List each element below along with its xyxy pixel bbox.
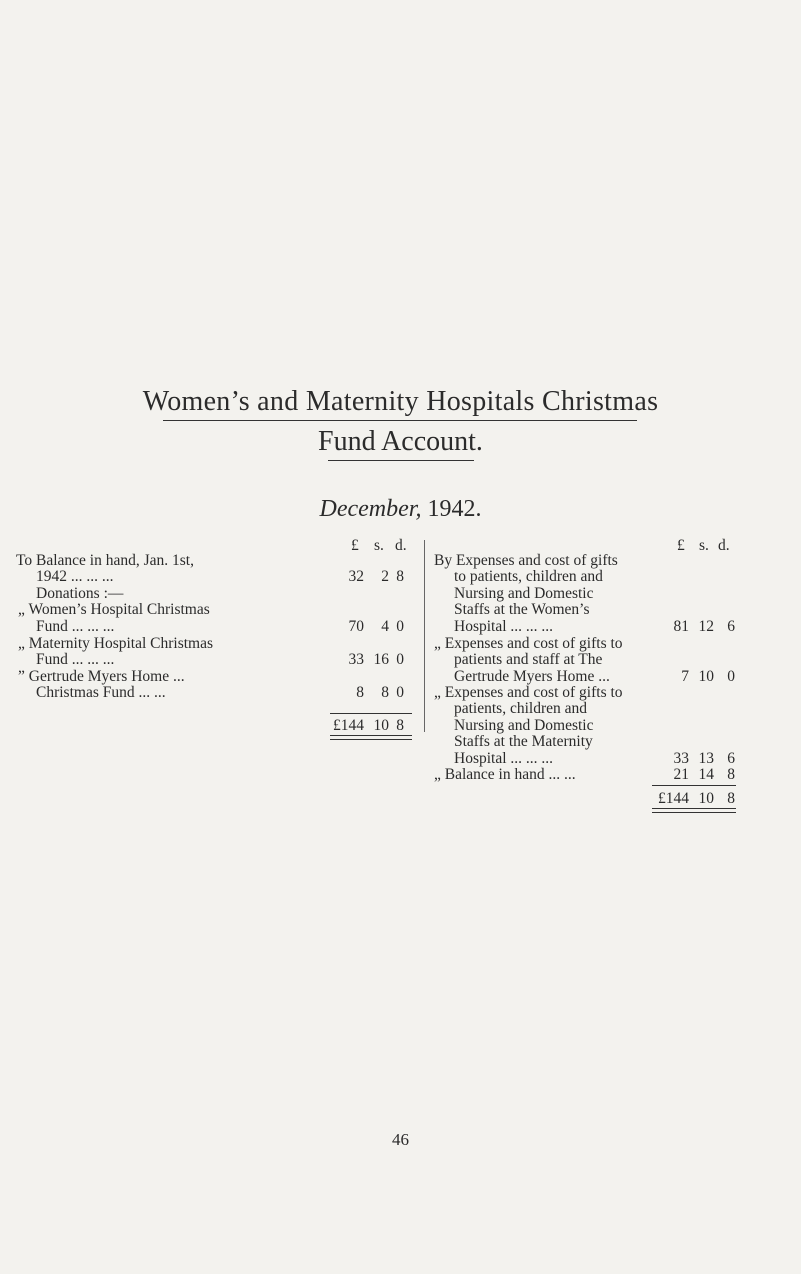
receipts-total-pence: 8 <box>396 717 404 734</box>
payments-header-shillings: s. <box>699 537 709 554</box>
column-divider <box>424 540 425 732</box>
payment-amount-shillings: 13 <box>698 750 714 767</box>
payment-line: Nursing and Domestic <box>454 717 594 734</box>
receipt-amount-pounds: 32 <box>348 568 364 585</box>
receipt-amount-shillings: 8 <box>381 684 389 701</box>
payment-line: to patients, children and <box>454 568 603 585</box>
receipt-line: 1942 ... ... ... <box>36 568 114 585</box>
receipt-amount-pence: 8 <box>396 568 404 585</box>
payment-line: By Expenses and cost of gifts <box>434 552 618 569</box>
receipts-total-rule <box>330 713 412 714</box>
payments-total-pounds: £144 <box>658 790 689 807</box>
payment-amount-shillings: 12 <box>698 618 714 635</box>
receipt-line: „ Women’s Hospital Christmas <box>18 601 210 618</box>
payment-line: Staffs at the Women’s <box>454 601 590 618</box>
payment-amount-pounds: 21 <box>673 766 689 783</box>
payment-amount-shillings: 10 <box>698 668 714 685</box>
date-year: 1942. <box>427 496 482 522</box>
title-line-2: Fund Account. <box>318 426 483 457</box>
receipts-header-pounds: £ <box>351 537 359 554</box>
payments-total-pence: 8 <box>727 790 735 807</box>
receipt-amount-shillings: 16 <box>373 651 389 668</box>
payment-amount-pounds: 7 <box>681 668 689 685</box>
payments-total-double-rule <box>652 808 736 813</box>
payment-line: Gertrude Myers Home ... <box>454 668 610 685</box>
title-line-1: Women’s and Maternity Hospitals Christmas <box>142 386 659 417</box>
payment-line: Nursing and Domestic <box>454 585 594 602</box>
receipts-header-pence: d. <box>395 537 407 554</box>
receipt-line: Donations :— <box>36 585 124 602</box>
receipt-line: Christmas Fund ... ... <box>36 684 166 701</box>
receipt-line: ” Gertrude Myers Home ... <box>18 668 185 685</box>
payment-line: patients, children and <box>454 700 587 717</box>
receipt-line: Fund ... ... ... <box>36 651 115 668</box>
receipts-total-shillings: 10 <box>373 717 389 734</box>
receipt-line: Fund ... ... ... <box>36 618 115 635</box>
payments-header-pounds: £ <box>677 537 685 554</box>
receipt-amount-pounds: 70 <box>348 618 364 635</box>
title-rule <box>163 420 637 421</box>
date-line <box>0 496 801 523</box>
receipt-line: To Balance in hand, Jan. 1st, <box>16 552 194 569</box>
payments-total-shillings: 10 <box>698 790 714 807</box>
payment-amount-pence: 6 <box>727 750 735 767</box>
payment-line: „ Expenses and cost of gifts to <box>434 684 623 701</box>
receipt-amount-pence: 0 <box>396 684 404 701</box>
payments-header-pence: d. <box>718 537 730 554</box>
payment-line: Hospital ... ... ... <box>454 618 554 635</box>
payment-amount-pence: 0 <box>727 668 735 685</box>
receipts-header-shillings: s. <box>374 537 384 554</box>
payment-amount-pence: 8 <box>727 766 735 783</box>
receipt-line: „ Maternity Hospital Christmas <box>18 635 214 652</box>
receipt-amount-pounds: 8 <box>356 684 364 701</box>
payment-line: „ Balance in hand ... ... <box>434 766 576 783</box>
payment-amount-pounds: 33 <box>673 750 689 767</box>
payment-line: Hospital ... ... ... <box>454 750 554 767</box>
payments-total-rule <box>652 785 736 786</box>
payment-amount-shillings: 14 <box>698 766 714 783</box>
receipts-total-pounds: £144 <box>333 717 364 734</box>
receipt-amount-shillings: 4 <box>381 618 389 635</box>
payment-line: „ Expenses and cost of gifts to <box>434 635 623 652</box>
payment-amount-pence: 6 <box>727 618 735 635</box>
payment-line: patients and staff at The <box>454 651 603 668</box>
receipt-amount-pence: 0 <box>396 618 404 635</box>
receipt-amount-pounds: 33 <box>348 651 364 668</box>
receipt-amount-pence: 0 <box>396 651 404 668</box>
date-month: December, <box>319 496 422 522</box>
page-number: 46 <box>392 1130 409 1149</box>
payment-line: Staffs at the Maternity <box>454 733 593 750</box>
receipt-amount-shillings: 2 <box>381 568 389 585</box>
payment-amount-pounds: 81 <box>673 618 689 635</box>
subtitle-rule <box>328 460 474 461</box>
receipts-total-double-rule <box>330 735 412 740</box>
